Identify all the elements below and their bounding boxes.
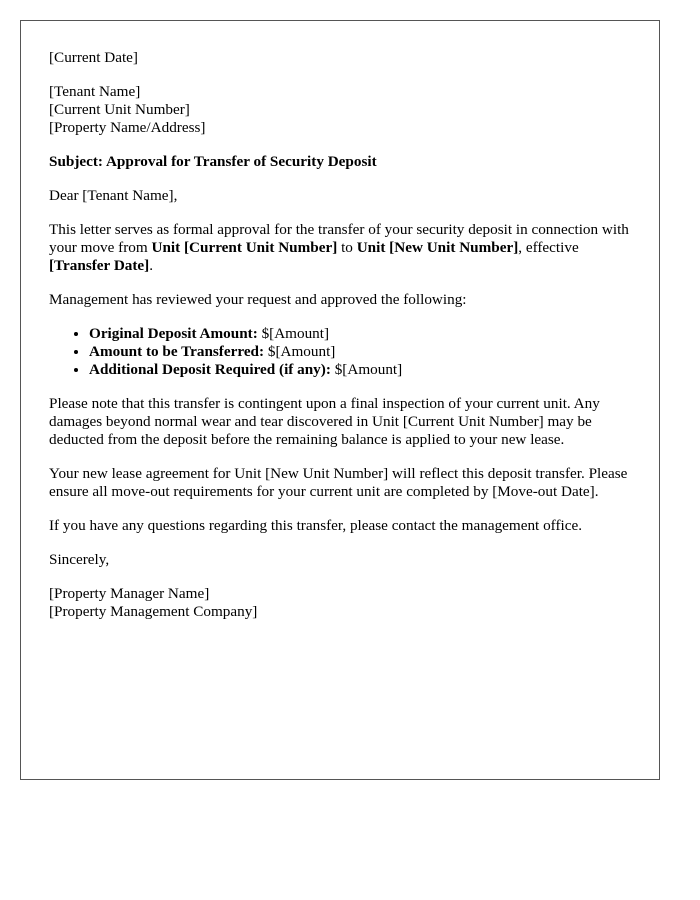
recipient-block: [49, 83, 631, 137]
deposit-list: [49, 325, 631, 379]
lease-paragraph: Your new lease agreement for Unit [New Unit Number] will reflect this deposit transfer. Please ensure all move-out requirements for your current unit are completed by [Move-out Date].: [49, 465, 628, 500]
closing: Sincerely,: [49, 551, 110, 568]
signature-company: [Property Management Company]: [49, 603, 258, 620]
signature-block: [49, 585, 631, 621]
intro-new-unit: Unit [New Unit Number]: [356, 239, 519, 256]
intro-text-2: to: [337, 239, 357, 256]
intro-current-unit: Unit [Current Unit Number]: [151, 239, 338, 256]
list-item-label: Additional Deposit Required (if any):: [89, 361, 331, 378]
list-item: [89, 325, 631, 343]
contact-paragraph: If you have any questions regarding this transfer, please contact the management office.: [49, 517, 583, 534]
recipient-unit: [Current Unit Number]: [49, 101, 190, 118]
salutation: Dear [Tenant Name],: [49, 187, 178, 204]
list-item-label: Original Deposit Amount:: [89, 325, 258, 342]
list-item: [89, 361, 631, 379]
recipient-name: [Tenant Name]: [49, 83, 141, 100]
intro-text-4: .: [149, 257, 154, 274]
subject-line: Subject: Approval for Transfer of Security Deposit: [49, 153, 377, 170]
date-text: [Current Date]: [49, 49, 138, 66]
intro-transfer-date: [Transfer Date]: [49, 257, 150, 274]
intro-text-3: , effective: [518, 239, 579, 256]
review-paragraph: Management has reviewed your request and approved the following:: [49, 291, 467, 308]
list-item-label: Amount to be Transferred:: [89, 343, 265, 360]
recipient-address: [Property Name/Address]: [49, 119, 206, 136]
letter-page: [20, 20, 660, 780]
intro-paragraph: [49, 221, 631, 275]
list-item-value: $[Amount]: [257, 325, 330, 342]
inspection-paragraph: Please note that this transfer is contingent upon a final inspection of your current unit. Any damages beyond normal wear and tear discovered in Unit [Current Unit Number] may be deducted from the deposit before the remaining balance is applied to your new lease.: [49, 395, 600, 448]
intro-text-1: This letter serves as formal approval for the transfer of your security deposit in connection with your move from: [49, 221, 629, 256]
list-item-value: $[Amount]: [264, 343, 336, 360]
list-item-value: $[Amount]: [330, 361, 403, 378]
signature-name: [Property Manager Name]: [49, 585, 210, 602]
letter-date: [49, 49, 631, 67]
list-item: [89, 343, 631, 361]
